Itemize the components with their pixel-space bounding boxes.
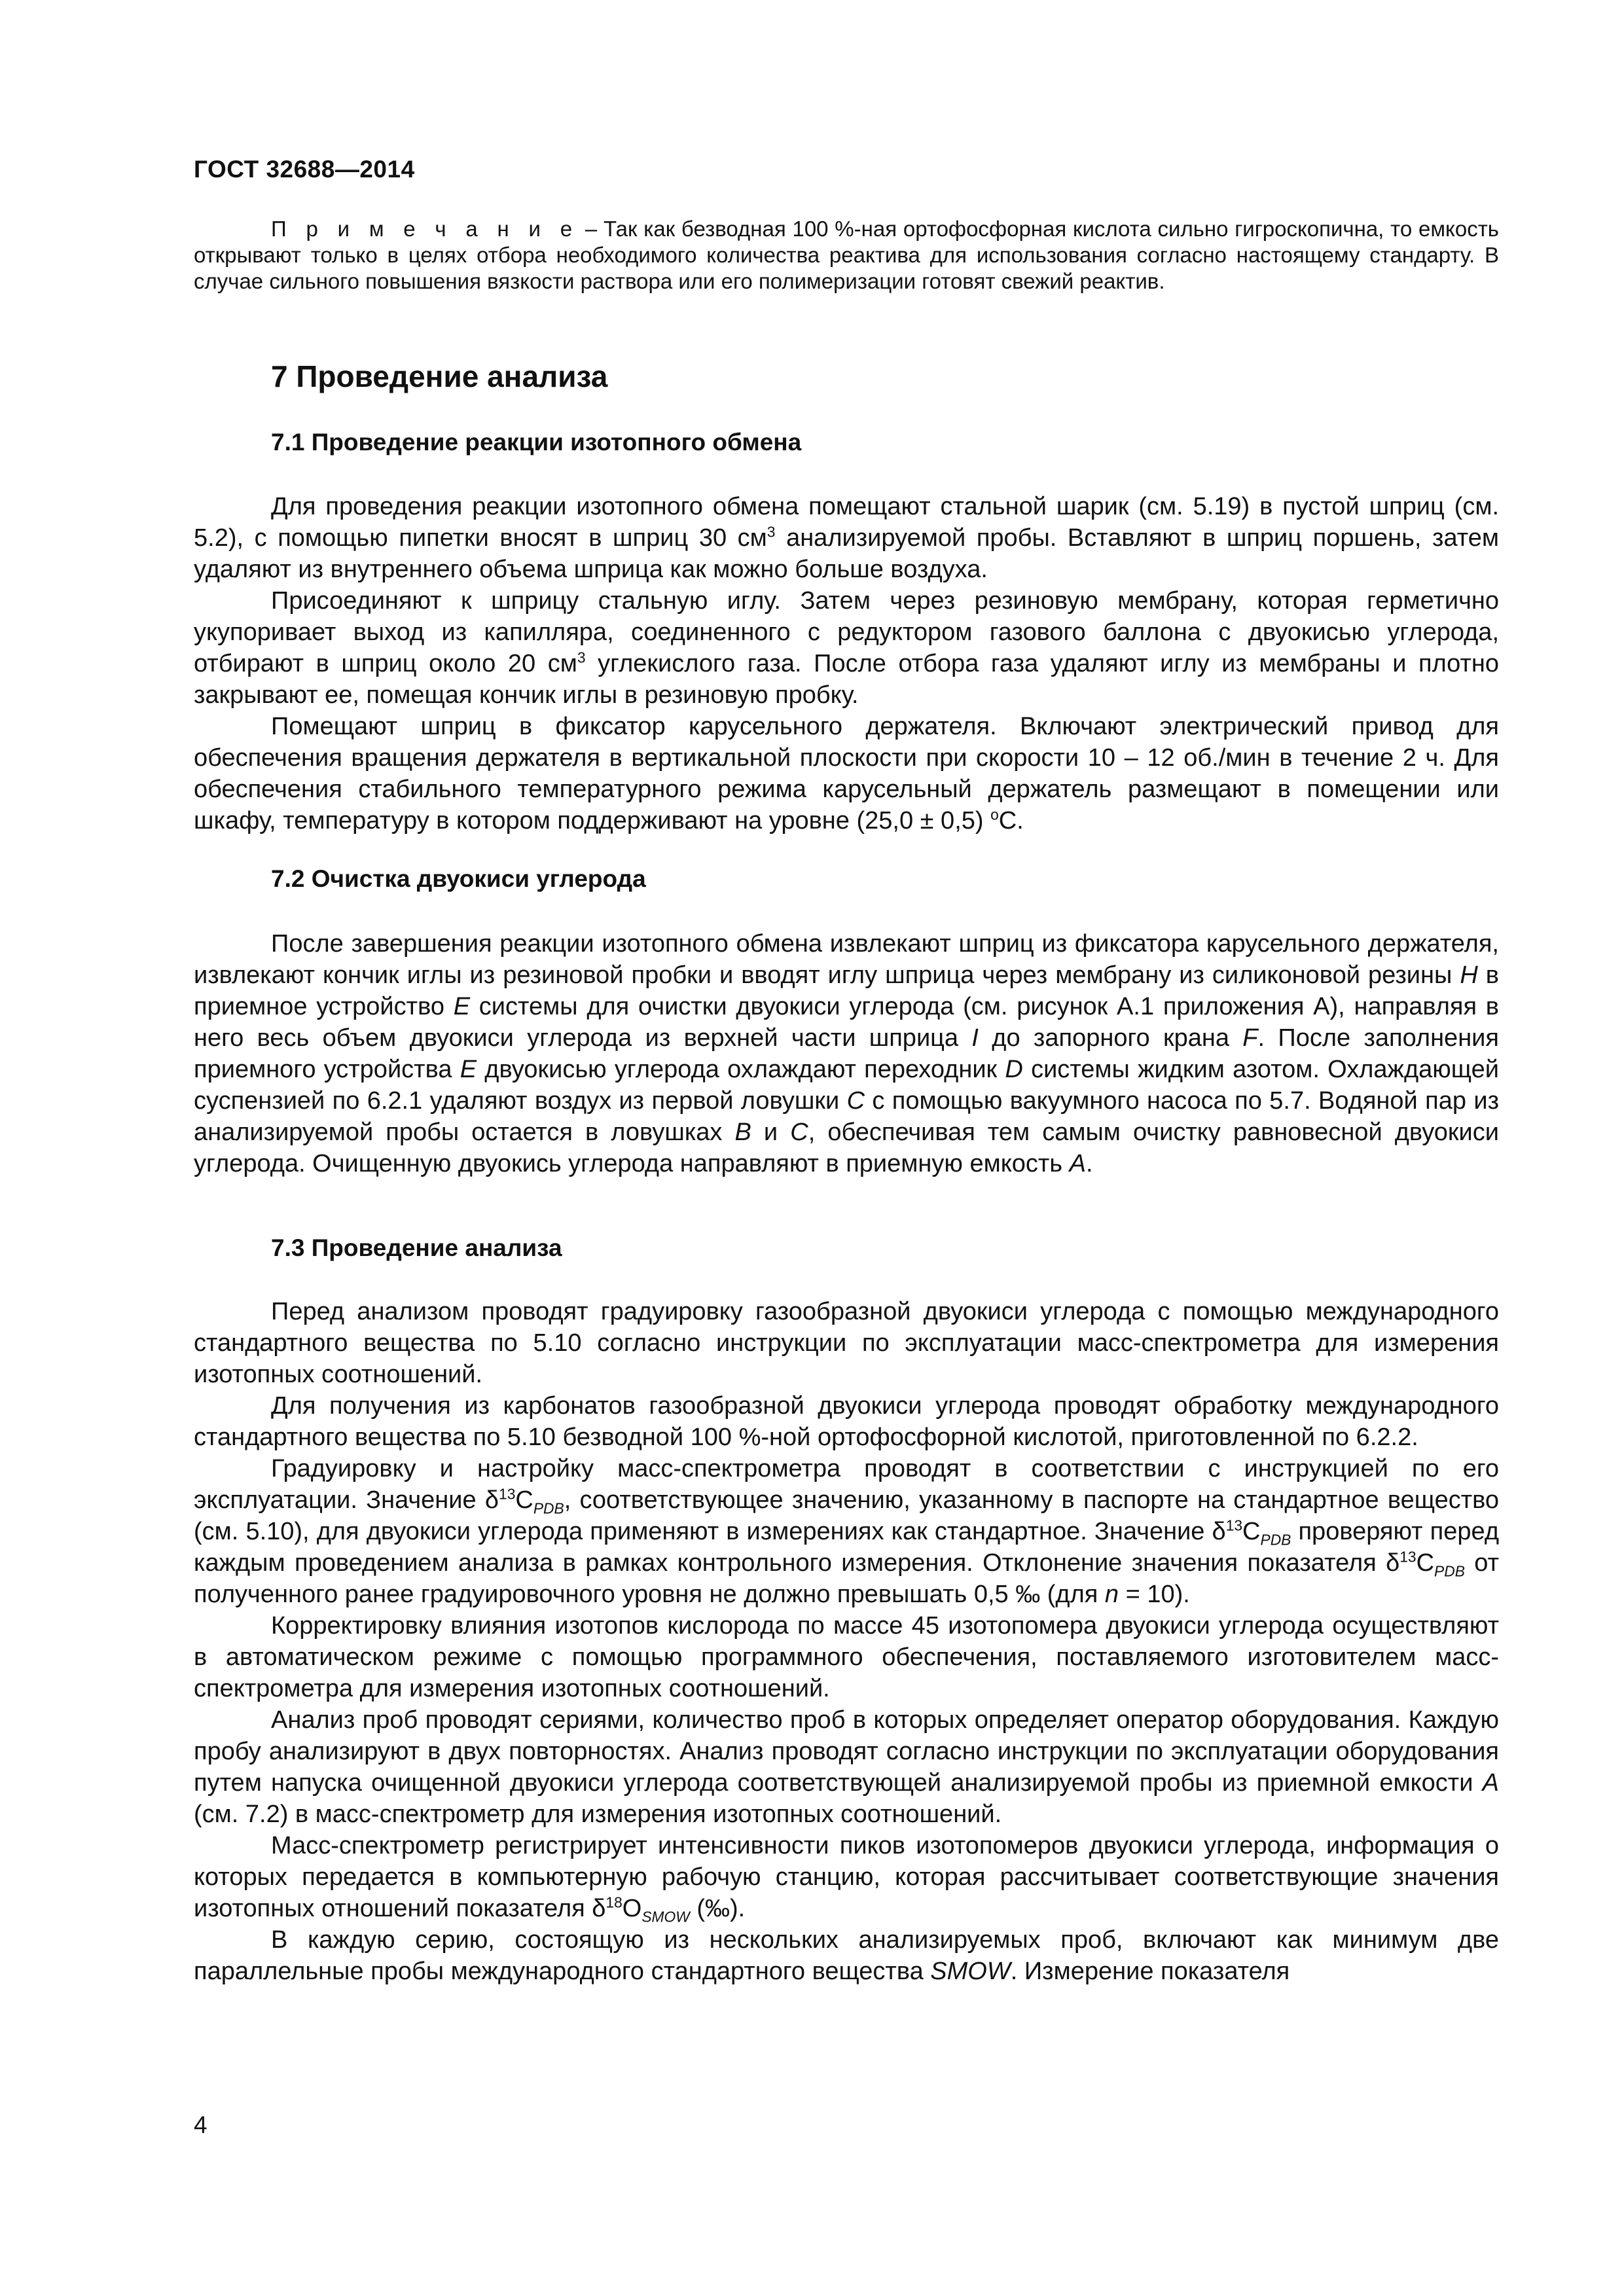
- note-paragraph: [194, 216, 1499, 295]
- paragraph: После завершения реакции изотопного обмена извлекают шприц из фиксатора карусельного держателя, извлекают кончик иглы из резиновой пробки и вводят иглу шприца через мембрану из силиконовой резины H в приемное устройство E системы для очистки двуокиси углерода (см. рисунок А.1 приложения А), направляя в него весь объем двуокиси углерода из верхней части шприца I до запорного крана F. После заполнения приемного устройства E двуокисью углерода охлаждают переходник D системы жидким азотом. Охлаждающей суспензией по 6.2.1 удаляют воздух из первой ловушки C с помощью вакуумного насоса по 5.7. Водяной пар из анализируемой пробы остается в ловушках B и C, обеспечивая тем самым очистку равновесной двуокиси углерода. Очищенную двуокись углерода направляют в приемную емкость A.: [194, 930, 1500, 1177]
- standard-header: ГОСТ 32688—2014: [194, 156, 415, 183]
- section-7-3-body: [194, 1296, 1499, 1987]
- section-7-1-body: [194, 491, 1499, 836]
- paragraph: В каждую серию, состоящую из нескольких анализируемых проб, включают как минимум две параллельные пробы международного стандартного вещества SMOW. Измерение показателя: [194, 1926, 1499, 1985]
- paragraph: Анализ проб проводят сериями, количество проб в которых определяет оператор оборудования. Каждую пробу анализируют в двух повторностях. Анализ проводят согласно инструкции по эксплуатации оборудования путем напуска очищенной двуокиси углерода соответствующей анализируемой пробы из приемной емкости A (см. 7.2) в масс-спектрометр для измерения изотопных соотношений.: [194, 1706, 1499, 1828]
- section-7-2-body: [194, 928, 1499, 1179]
- note-text: – Так как безводная 100 %-ная ортофосфорная кислота сильно гигроскопична, то емкость открывают только в целях отбора необходимого количества реактива для использования согласно настоящему стандарту. В случае сильного повышения вязкости раствора или его полимеризации готовят свежий реактив.: [194, 217, 1500, 293]
- paragraph: Масс-спектрометр регистрирует интенсивности пиков изотопомеров двуокиси углерода, информация о которых передается в компьютерную рабочую станцию, которая рассчитывает соответствующие значения изотопных отношений показателя $\delta^{18}O_{SMOW}$ (‰).: [194, 1832, 1499, 1926]
- paragraph: Для проведения реакции изотопного обмена помещают стальной шарик (см. 5.19) в пустой шприц (см. 5.2), с помощью пипетки вносят в шприц 30 $см^3$ анализируемой пробы. Вставляют в шприц поршень, затем удаляют из внутреннего объема шприца как можно больше воздуха.: [194, 493, 1499, 583]
- section-7-title: 7 Проведение анализа: [271, 359, 608, 393]
- paragraph: Перед анализом проводят градуировку газообразной двуокиси углерода с помощью международного стандартного вещества по 5.10 согласно инструкции по эксплуатации масс-спектрометра для измерения изотопных соотношений.: [194, 1298, 1499, 1388]
- paragraph: Для получения из карбонатов газообразной двуокиси углерода проводят обработку международного стандартного вещества по 5.10 безводной 100 %-ной ортофосфорной кислотой, приготовленной по 6.2.2.: [194, 1392, 1499, 1451]
- paragraph: Присоединяют к шприцу стальную иглу. Затем через резиновую мембрану, которая герметично укупоривает выход из капилляра, соединенного с редуктором газового баллона с двуокисью углерода, отбирают в шприц около 20 $см^3$ углекислого газа. После отбора газа удаляют иглу из мембраны и плотно закрывают ее, помещая кончик иглы в резиновую пробку.: [194, 587, 1500, 709]
- section-7-1-title: 7.1 Проведение реакции изотопного обмена: [271, 429, 802, 456]
- page-number: 4: [194, 2111, 208, 2138]
- paragraph: Корректировку влияния изотопов кислорода по массе 45 изотопомера двуокиси углерода осуществляют в автоматическом режиме с помощью программного обеспечения, поставляемого изготовителем масс-спектрометра для измерения изотопных соотношений.: [194, 1612, 1499, 1702]
- section-7-3-title: 7.3 Проведение анализа: [271, 1234, 562, 1261]
- note-label: П р и м е ч а н и е: [271, 217, 579, 241]
- paragraph: Градуировку и настройку масс-спектрометра проводят в соответствии с инструкцией по его эксплуатации. Значение $\delta^{13}C_{PDB}$, соответствующее значению, указанному в паспорте на стандартное вещество (см. 5.10), для двуокиси углерода применяют в измерениях как стандартное. Значение $\delta^{13}C_{PDB}$ проверяют перед каждым проведением анализа в рамках контрольного измерения. Отклонение значения показателя $\delta^{13}C_{PDB}$ от полученного ранее градуировочного уровня не должно превышать 0,5 ‰ (для n = 10).: [194, 1455, 1499, 1608]
- section-7-2-title: 7.2 Очистка двуокиси углерода: [271, 865, 646, 892]
- paragraph: Помещают шприц в фиксатор карусельного держателя. Включают электрический привод для обеспечения вращения держателя в вертикальной плоскости при скорости 10 – 12 об./мин в течение 2 ч. Для обеспечения стабильного температурного режима карусельный держатель размещают в помещении или шкафу, температуру в котором поддерживают на уровне (25,0 ± 0,5) $^o$С.: [194, 713, 1499, 834]
